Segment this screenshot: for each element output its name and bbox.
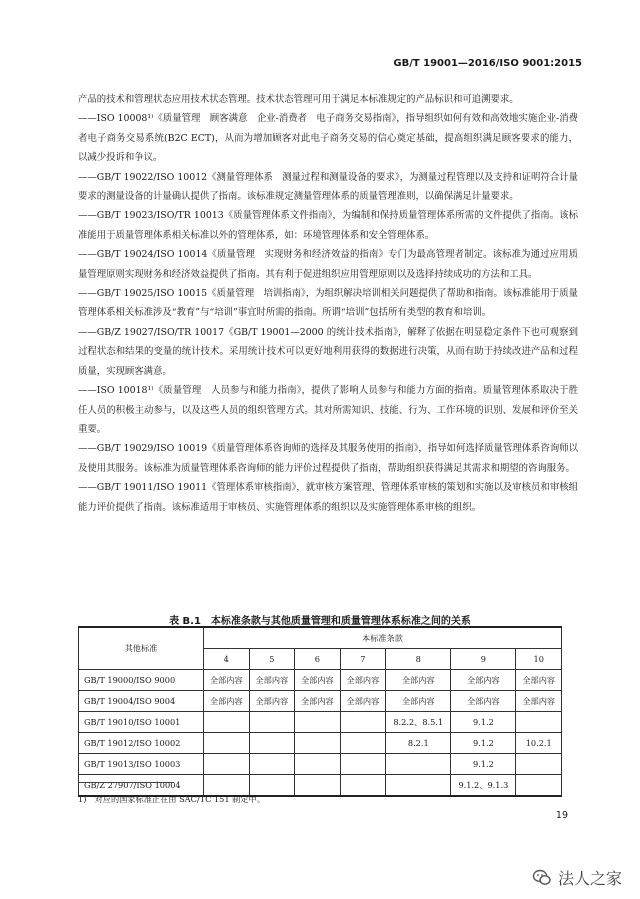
table-cell — [204, 733, 250, 754]
table-cell — [340, 712, 386, 733]
table-row — [79, 733, 562, 754]
table-cell: 9.1.2、9.1.3 — [451, 775, 516, 797]
footnote-divider — [78, 782, 174, 783]
list-item: ——ISO 10008¹⁾《质量管理 顾客满意 企业-消费者 电子商务交易指南》，指导组织如何有效和高效地实施企业-消费者电子商务交易系统(B2C ECT)，从而为增加顾客对此电子商务交易的信心奠定基础，提高组织满足顾客要求的能力，以减少投诉和争议。 — [78, 113, 578, 164]
table-cell: 全部内容 — [386, 670, 451, 691]
watermark — [532, 866, 622, 889]
page-number: 19 — [555, 810, 568, 821]
table-cell — [249, 775, 295, 797]
table-cell: 全部内容 — [249, 670, 295, 691]
table-cell — [295, 733, 341, 754]
paragraph: 产品的技术和管理状态应用技术状态管理。技术状态管理可用于满足本标准规定的产品标识和可追溯要求。 — [78, 94, 519, 105]
table-cell: 全部内容 — [295, 670, 341, 691]
table-row — [79, 754, 562, 775]
table-cell: GB/T 19013/ISO 10003 — [79, 754, 204, 775]
table-title: 表 B.1 本标准条款与其他质量管理和质量管理体系标准之间的关系 — [169, 616, 471, 627]
wechat-icon — [532, 868, 552, 888]
table-cell: 全部内容 — [249, 691, 295, 712]
table-cell: 全部内容 — [340, 691, 386, 712]
table-cell: GB/Z 27907/ISO 10004 — [79, 775, 204, 797]
table-cell: 全部内容 — [451, 691, 516, 712]
list-item: ——GB/T 19022/ISO 10012《测量管理体系 测量过程和测量设备的要求》，为测量过程管理以及支持和证明符合计量要求的测量设备的计量确认提供了指南。该标准规定测量管理体系的质量管理准则，以确保满足计量要求。 — [78, 171, 578, 203]
table-cell — [516, 754, 562, 775]
table-cell: 8.2.1 — [386, 733, 451, 754]
table-cell: 全部内容 — [295, 691, 341, 712]
table-cell — [340, 733, 386, 754]
table-cell: 9.1.2 — [451, 712, 516, 733]
table-cell — [295, 775, 341, 797]
table-cell — [249, 754, 295, 775]
table-cell: GB/T 19004/ISO 9004 — [79, 691, 204, 712]
table-row — [79, 670, 562, 691]
table-cell — [516, 775, 562, 797]
table-cell: 全部内容 — [516, 691, 562, 712]
table-cell — [204, 754, 250, 775]
table-cell — [516, 712, 562, 733]
list-item: ——GB/T 19023/ISO/TR 10013《质量管理体系文件指南》，为编制和保持质量管理体系所需的文件提供了指南。该标准能用于质量管理体系相关标准以外的管理体系，如：环境管理体系和安全管理体系。 — [78, 210, 578, 241]
table-cell: 10.2.1 — [516, 733, 562, 754]
table-cell — [386, 775, 451, 797]
table-cell: 9.1.2 — [451, 754, 516, 775]
table-cell: 全部内容 — [386, 691, 451, 712]
table-cell: 全部内容 — [204, 691, 250, 712]
table-cell: GB/T 19010/ISO 10001 — [79, 712, 204, 733]
table-header-cell: 4 — [204, 649, 250, 670]
table-header-cell: 8 — [386, 649, 451, 670]
list-item: ——GB/T 19029/ISO 10019《质量管理体系咨询师的选择及其服务使用的指南》，指导如何选择质量管理体系咨询师以及使用其服务。该标准为质量管理体系咨询师的能力评价过程提供了指南，帮助组织获得满足其需求和期望的咨询服务。 — [78, 443, 578, 474]
list-item: ——ISO 10018¹⁾《质量管理 人员参与和能力指南》，提供了影响人员参与和能力方面的指南。质量管理体系取决于胜任人员的积极主动参与，以及这些人员的组织管理方式。其对所需知识、技能、行为、工作环境的识别、发展和评价至关重要。 — [78, 385, 578, 435]
table-cell: 全部内容 — [340, 670, 386, 691]
table-cell: 全部内容 — [204, 670, 250, 691]
list-item: ——GB/T 19025/ISO 10015《质量管理 培训指南》，为组织解决培训相关问题提供了帮助和指南。该标准能用于质量管理体系相关标准涉及“教育”与“培训”事宜时所需的指南。所谓“培训”包括所有类型的教育和培训。 — [78, 288, 578, 319]
table-cell: 8.2.2、8.5.1 — [386, 712, 451, 733]
table-row — [79, 775, 562, 797]
table-cell: 9.1.2 — [451, 733, 516, 754]
table-cell — [204, 775, 250, 797]
table-cell — [295, 754, 341, 775]
table-cell — [295, 712, 341, 733]
table-header-cell: 5 — [249, 649, 295, 670]
table-cell: GB/T 19012/ISO 10002 — [79, 733, 204, 754]
table-cell: GB/T 19000/ISO 9000 — [79, 670, 204, 691]
table-header-cell: 其他标准 — [79, 627, 204, 670]
table-cell — [340, 775, 386, 797]
table-cell — [249, 733, 295, 754]
table-cell — [204, 712, 250, 733]
table-cell — [386, 754, 451, 775]
list-item: ——GB/T 19024/ISO 10014《质量管理 实现财务和经济效益的指南》专门为最高管理者制定。该标准为通过应用质量管理原则实现财务和经济效益提供了指南。其有利于促进组织应用管理原则以及选择持续成功的方法和工具。 — [78, 249, 578, 280]
table-cell — [340, 754, 386, 775]
standard-code-header: GB/T 19001—2016/ISO 9001:2015 — [393, 58, 582, 69]
footnote: 1) 对应的国家标准正在由 SAC/TC 151 制定中。 — [78, 794, 265, 804]
table-header-cell: 本标准条款 — [204, 627, 562, 649]
table-row — [79, 712, 562, 733]
table-cell: 全部内容 — [451, 670, 516, 691]
watermark-text: 法人之家 — [557, 869, 622, 888]
relation-table — [78, 626, 562, 797]
table-header-cell: 6 — [295, 649, 341, 670]
list-item: ——GB/T 19011/ISO 19011《管理体系审核指南》，就审核方案管理、管理体系审核的策划和实施以及审核员和审核组能力评价提供了指南。该标准适用于审核员、实施管理体系的组织以及实施管理体系审核的组织。 — [78, 482, 578, 513]
body-text — [78, 90, 578, 517]
table-cell: 全部内容 — [516, 670, 562, 691]
table-header-cell: 7 — [340, 649, 386, 670]
table-header-cell: 9 — [451, 649, 516, 670]
table-cell — [249, 712, 295, 733]
list-item: ——GB/Z 19027/ISO/TR 10017《GB/T 19001—2000 的统计技术指南》，解释了依据在明显稳定条件下也可观察到过程状态和结果的变量的统计技术。采用统计技术可以更好地利用获得的数据进行决策，从而有助于持续改进产品和过程质量，实现顾客满意。 — [78, 326, 578, 377]
table-header-cell: 10 — [516, 649, 562, 670]
table-row — [79, 691, 562, 712]
